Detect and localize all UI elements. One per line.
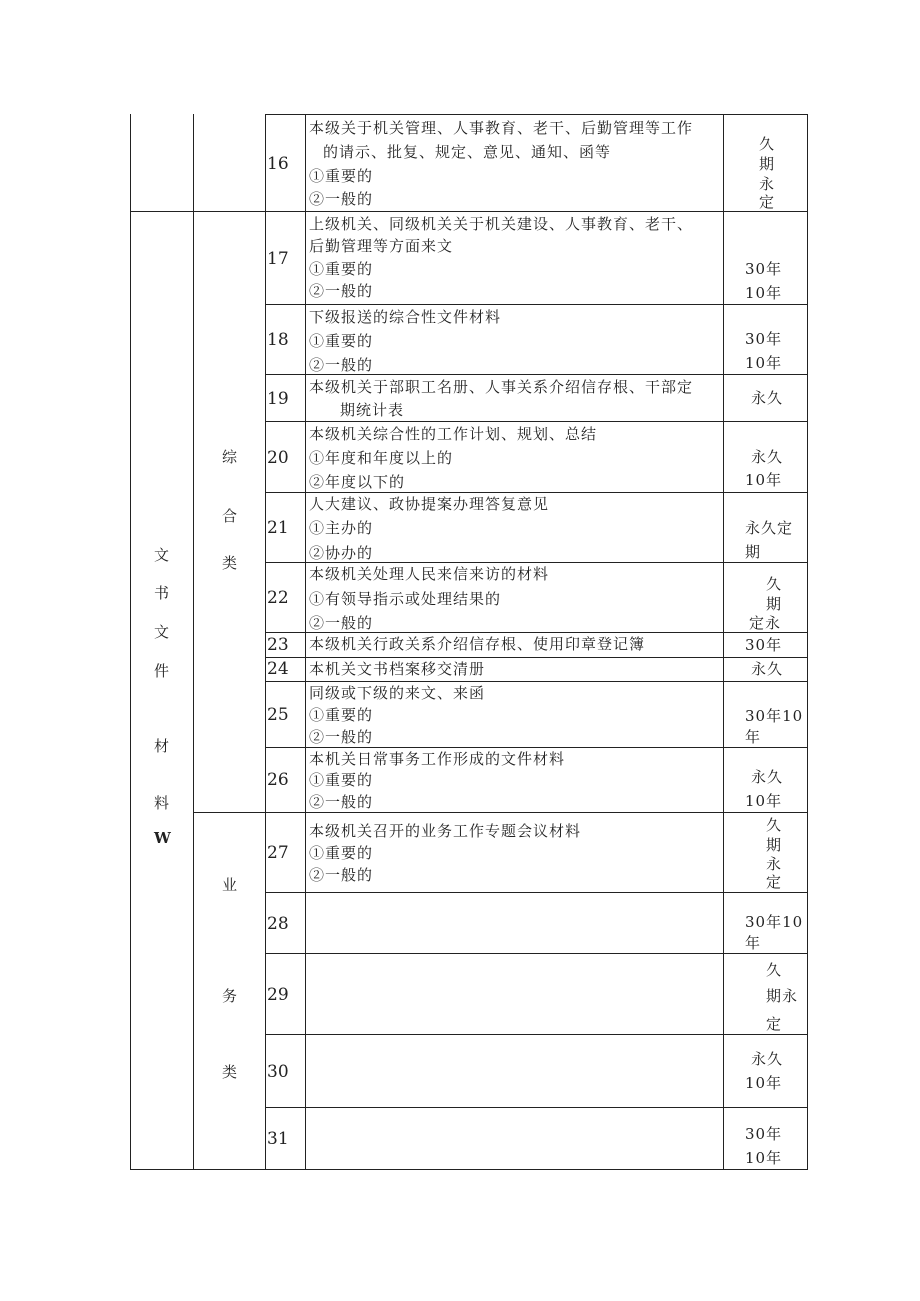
retention-period: 30年10 — [745, 707, 804, 725]
row-description-line: 本级机关综合性的工作计划、规划、总结 — [309, 425, 598, 443]
grid-line — [265, 1034, 808, 1035]
grid-line — [265, 953, 808, 954]
category-comprehensive-char: 合 — [222, 507, 238, 525]
grid-line — [807, 114, 808, 1170]
category-business-char: 业 — [222, 876, 238, 894]
retention-period: 久 — [766, 961, 783, 979]
row-description-line: ①主办的 — [309, 519, 374, 537]
category-business-char: 类 — [222, 1063, 238, 1081]
row-description-line: ②一般的 — [309, 866, 374, 884]
row-number: 28 — [267, 914, 289, 934]
retention-period: 期 — [759, 155, 776, 173]
row-description-line: ②一般的 — [309, 614, 374, 632]
retention-period: 永久 — [751, 1050, 784, 1068]
category-outer-char: 件 — [154, 662, 170, 680]
retention-period: 期 — [766, 595, 783, 613]
row-description-line: 期统计表 — [340, 401, 405, 419]
row-description-line: ②一般的 — [309, 728, 374, 746]
row-description-line: ②一般的 — [309, 282, 374, 300]
retention-period: 年 — [745, 728, 762, 746]
retention-period: 永 — [766, 855, 783, 873]
row-number: 21 — [267, 518, 289, 538]
grid-line — [130, 211, 808, 212]
row-number: 31 — [267, 1129, 289, 1149]
retention-period: 30年 — [745, 1125, 783, 1143]
row-number: 26 — [267, 770, 289, 790]
category-comprehensive-char: 类 — [222, 554, 238, 572]
row-number: 18 — [267, 330, 289, 350]
row-number: 16 — [267, 154, 289, 174]
row-number: 27 — [267, 843, 289, 863]
category-comprehensive-char: 综 — [222, 448, 238, 466]
retention-period: 30年 — [745, 260, 783, 278]
row-description-line: ①重要的 — [309, 844, 374, 862]
category-outer-char: 文 — [154, 546, 170, 564]
retention-period: 期 — [766, 836, 783, 854]
grid-line — [193, 114, 194, 1170]
retention-period: 久 — [759, 135, 776, 153]
category-business-char: 务 — [222, 987, 238, 1005]
row-description-line: ①年度和年度以上的 — [309, 449, 454, 467]
row-number: 17 — [267, 249, 289, 269]
row-description-line: ①重要的 — [309, 771, 374, 789]
retention-period: 10年 — [745, 792, 783, 810]
retention-period: 期 — [745, 543, 762, 561]
retention-period: 30年10 — [745, 913, 804, 931]
retention-period: 永久 — [751, 768, 784, 786]
retention-period: 10年 — [745, 1074, 783, 1092]
row-description-line: 本级机关召开的业务工作专题会议材料 — [309, 822, 582, 840]
row-description-line: 上级机关、同级机关关于机关建设、人事教育、老干、 — [309, 215, 694, 233]
retention-period: 定 — [766, 1015, 783, 1033]
row-description-line: 人大建议、政协提案办理答复意见 — [309, 495, 550, 513]
row-description-line: ①有领导指示或处理结果的 — [309, 590, 502, 608]
row-description-line: ①重要的 — [309, 260, 374, 278]
grid-line — [265, 421, 808, 422]
row-number: 20 — [267, 448, 289, 468]
retention-period: 10年 — [745, 1149, 783, 1167]
row-number: 24 — [267, 659, 289, 679]
grid-line — [265, 114, 808, 115]
row-description-line: 本机关文书档案移交清册 — [309, 660, 486, 678]
category-outer-char: 料 — [154, 794, 170, 812]
row-description-line: ②年度以下的 — [309, 473, 406, 491]
retention-period: 久 — [766, 575, 783, 593]
grid-line — [723, 114, 724, 1170]
grid-line — [305, 114, 306, 1170]
row-description-line: 本级关于机关管理、人事教育、老干、后勤管理等工作 — [309, 119, 694, 137]
category-outer-char: 材 — [154, 737, 170, 755]
retention-period: 永久 — [751, 660, 784, 678]
retention-period: 定 — [766, 873, 783, 891]
retention-period: 永久 — [751, 448, 784, 466]
grid-line — [130, 1169, 808, 1170]
grid-line — [193, 812, 808, 813]
category-outer-char: W — [154, 829, 171, 847]
row-description-line: ②一般的 — [309, 356, 374, 374]
retention-period: 30年 — [745, 636, 783, 654]
row-number: 29 — [267, 985, 289, 1005]
row-description-line: 的请示、批复、规定、意见、通知、函等 — [323, 143, 612, 161]
row-description-line: 后勤管理等方面来文 — [309, 237, 454, 255]
retention-period: 永 — [759, 175, 776, 193]
row-description-line: ②一般的 — [309, 190, 374, 208]
retention-period: 永久 — [751, 389, 784, 407]
row-number: 30 — [267, 1062, 289, 1082]
row-number: 25 — [267, 705, 289, 725]
retention-period: 期永 — [766, 987, 799, 1005]
row-description-line: ①重要的 — [309, 167, 374, 185]
retention-period: 30年 — [745, 330, 783, 348]
category-outer-char: 文 — [154, 623, 170, 641]
grid-line — [130, 114, 131, 1170]
row-description-line: 本级机关于部职工名册、人事关系介绍信存根、干部定 — [309, 378, 694, 396]
row-description-line: ②协办的 — [309, 544, 374, 562]
row-description-line: 本级机关行政关系介绍信存根、使用印章登记簿 — [309, 635, 646, 653]
grid-line — [265, 114, 266, 1170]
retention-period: 10年 — [745, 471, 783, 489]
row-number: 19 — [267, 389, 289, 409]
category-outer-char: 书 — [154, 584, 170, 602]
grid-line — [265, 1107, 808, 1108]
retention-period: 永久定 — [745, 519, 794, 537]
grid-line — [265, 304, 808, 305]
retention-period: 年 — [745, 934, 762, 952]
row-number: 23 — [267, 635, 289, 655]
row-number: 22 — [267, 588, 289, 608]
retention-period: 定 — [759, 193, 776, 211]
row-description-line: 本机关日常事务工作形成的文件材料 — [309, 750, 566, 768]
retention-period: 10年 — [745, 354, 783, 372]
row-description-line: ①重要的 — [309, 332, 374, 350]
retention-period: 10年 — [745, 284, 783, 302]
row-description-line: 同级或下级的来文、来函 — [309, 684, 486, 702]
retention-period: 久 — [766, 816, 783, 834]
row-description-line: 本级机关处理人民来信来访的材料 — [309, 565, 550, 583]
grid-line — [265, 892, 808, 893]
row-description-line: ①重要的 — [309, 706, 374, 724]
row-description-line: ②一般的 — [309, 793, 374, 811]
retention-period: 定永 — [749, 614, 782, 632]
row-description-line: 下级报送的综合性文件材料 — [309, 308, 502, 326]
